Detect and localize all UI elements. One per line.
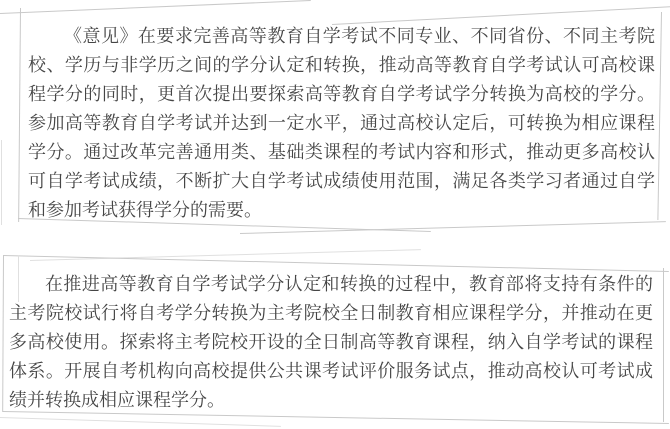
paragraph-1: 《意见》在要求完善高等教育自学考试不同专业、不同省份、不同主考院校、学历与非学历之间的学分认定和转换，推动高等教育自学考试认可高校课程学分的同时，更首次提出要探索高等教育自学考试学分转换为高校的学分。参加高等教育自学考试并达到一定水平，通过高校认定后，可转换为相应课程学分。通过改革完善通用类、基础类课程的考试内容和形式，推动更多高校认可自学考试成绩，不断扩大自学考试成绩使用范围，满足各类学习者通过自学和参加考试获得学分的需要。 (28, 26, 655, 221)
card2-right-border (663, 268, 664, 422)
card1-left-border (18, 8, 21, 222)
stray-left-line-1 (1, 140, 2, 225)
card2-bottom-skew-line (0, 417, 281, 427)
card1-right-border (657, 12, 662, 220)
gap-skew-line (30, 249, 421, 261)
card2-left-border (2, 255, 4, 412)
top-skew-line-left (0, 0, 311, 14)
paragraph-2: 在推进高等教育自学考试学分认定和转换的过程中，教育部将支持有条件的主考院校试行将自考学分转换为主考院校全日制教育相应课程学分，并推动在更多高校使用。探索将主考院校开设的全日制高等教育课程，纳入自学考试的课程体系。开展自考机构向高校提供公共课考试评价服务试点，推动高校认可考试成绩并转换成相应课程学分。 (9, 274, 653, 411)
